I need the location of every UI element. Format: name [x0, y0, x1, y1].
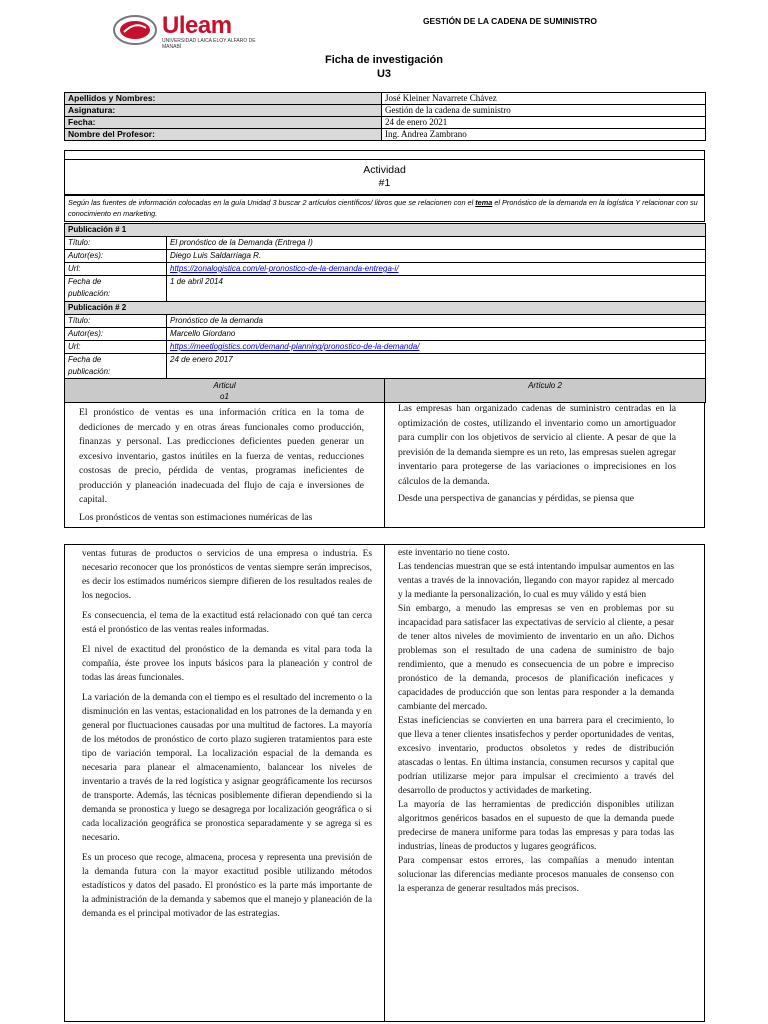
paragraph: El nivel de exactitud del pronóstico de la demanda es vital para toda la compañía, éste provee los inputs básicos para la planeación y control de todas las áreas funcionales. [82, 645, 372, 683]
date-label [65, 276, 167, 302]
url-label: Url: [65, 341, 167, 354]
articles-header [64, 378, 706, 403]
article-1-heading-line: Articul [213, 381, 236, 390]
document-title: Ficha de investigación [325, 54, 443, 66]
university-logo [112, 10, 272, 50]
publication-author: Marcello Giordano [167, 328, 706, 341]
publication-url-link[interactable]: https://zonalogistica.com/el-pronostico-de-la-demanda-entrega-i/ [170, 264, 399, 273]
article-2-heading: Artículo 2 [385, 379, 706, 403]
instruction-text: Según las fuentes de información colocadas en la guía Unidad 3 buscar 2 artículos científicos/ libros que se relacionen con el [68, 198, 476, 207]
paragraph: este inventario no tiene costo. [398, 548, 510, 558]
paragraph: Los pronósticos de ventas son estimaciones numéricas de las [79, 511, 313, 523]
date-label-line: publicación: [68, 367, 111, 376]
title-label: Título: [65, 237, 167, 250]
paragraph: Para compensar estos errores, las compañías a menudo intentan solucionar las diferencias mediante procesos manuales de consenso con la esperanza de generar resultados más precisos. [398, 856, 674, 894]
activity-number: #1 [378, 177, 391, 189]
publication-author: Diego Luis Saldarriaga R. [167, 250, 706, 263]
paragraph: Las tendencias muestran que se está intentando impulsar aumentos en las ventas a través de la innovación, llegando con mayor rapidez al mercado y la mediante la personalización, lo cual es muy válido y está bien [398, 562, 674, 600]
info-label: Apellidos y Nombres: [65, 93, 382, 105]
info-row [65, 117, 706, 129]
article-2-text-page-2 [398, 546, 674, 1016]
paragraph: La variación de la demanda con el tiempo es el resultado del incremento o la disminución en las ventas, estacionalidad en los patrones de la demanda y en general por fluctuaciones causadas por una multitud de factores. La mayoría de los métodos de pronóstico de corto plazo sugieren tratamientos para este tipo de variación temporal. La localización espacial de la demanda es necesaria para planear el almacenamiento, balancear los niveles de inventario a través de la red logística y asignar geográficamente los recursos de transporte. Además, las técnicas posiblemente difieran dependiendo si la demanda se pronostica y luego se desagrega por localización geográfica o si cada localización geográfica se pronostica separadamente y se agrega si es necesario. [82, 693, 372, 843]
paragraph: Sin embargo, a menudo las empresas se ven en problemas por su incapacidad para satisfacer las expectativas de servicio al cliente, a pesar de tener altos niveles de movimiento de inventario en un año. Dichos problemas son el resultado de una cadena de suministro de bajo rendimiento, que a menudo es consecuencia de un pobre e impreciso pronóstico de la demanda, procesos de planificación ineficaces y capacidades de producción que son lentas para responder a la demanda cambiante del mercado. [398, 604, 674, 712]
paragraph: Es consecuencia, el tema de la exactitud está relacionado con qué tan cerca está el pronóstico de las ventas reales informadas. [82, 611, 372, 635]
paragraph: ventas futuras de productos o servicios de una empresa o industria. Es necesario reconocer que los pronósticos de ventas siempre serán imprecisos, es decir los estimados numéricos siempre difieren de los resultados reales de los negocios. [82, 549, 372, 601]
info-value: José Kleiner Navarrete Chávez [382, 93, 706, 105]
table-spacer [64, 150, 705, 159]
publication-heading: Publicación # 1 [65, 224, 706, 237]
publication-date: 24 de enero 2017 [167, 354, 706, 380]
publication-heading: Publicación # 2 [65, 302, 706, 315]
activity-header [64, 159, 705, 195]
publication-1-table [64, 223, 706, 302]
document-unit: U3 [376, 68, 392, 80]
paragraph: Las empresas han organizado cadenas de suministro centradas en la optimización de costes, utilizando el inventario como un amortiguador para cumplir con los objetivos de servicio al cliente. A pesar de que la previsión de la demanda siempre es un reto, las empresas suelen agregar inventario para protegerse de las variaciones o imprecisiones en los cálculos de la demanda. [398, 403, 676, 487]
paragraph: El pronóstico de ventas es una información crítica en la toma de dediciones de mercado y en otras áreas funcionales como producción, finanzas y personal. Las predicciones deficientes pueden generar un excesivo inventario, gastos inútiles en la fuerza de ventas, reducciones costosas de precio, pérdida de ventas, programas ineficientes de producción y planeación inadecuada del flujo de caja e inversiones de capital. [79, 407, 364, 505]
instruction-text: el Pronóstico de la demanda en la logística Y relacionar con su conocimiento en marketing. [68, 198, 698, 218]
article-1-heading [65, 379, 385, 403]
article-2-text-page-1 [398, 402, 676, 526]
title-label: Título: [65, 315, 167, 328]
info-label: Nombre del Profesor: [65, 129, 382, 141]
column-divider [384, 402, 385, 528]
article-1-heading-line: o1 [220, 392, 229, 401]
activity-instruction [64, 195, 705, 222]
paragraph: Desde una perspectiva de ganancias y pérdidas, se piensa que [398, 493, 635, 504]
date-label-line: Fecha de [68, 355, 102, 364]
publication-title: Pronóstico de la demanda [167, 315, 706, 328]
info-label: Fecha: [65, 117, 382, 129]
author-label: Autor(es): [65, 328, 167, 341]
info-value: Ing. Andrea Zambrano [382, 129, 706, 141]
info-label: Asignatura: [65, 105, 382, 117]
logo-name: Uleam [162, 12, 232, 39]
info-value: Gestión de la cadena de suministro [382, 105, 706, 117]
instruction-keyword: tema [475, 198, 493, 207]
paragraph: Estas ineficiencias se convierten en una barrera para el crecimiento, lo que lleva a tener clientes insatisfechos y perder oportunidades de ventas, excesivo inventario, productos obsoletos y redes de distribución atascadas o lentas. En última instancia, consumen recursos y capital que podrían utilizarse mejor para impulsar el crecimiento a través del desarrollo de productos y actividades de marketing. [398, 716, 674, 796]
date-label-line: Fecha de [68, 277, 102, 286]
info-row [65, 93, 706, 105]
uleam-emblem-icon [112, 13, 158, 47]
date-label-line: publicación: [68, 289, 111, 298]
publication-title: El pronóstico de la Demanda (Entrega I) [167, 237, 706, 250]
author-label: Autor(es): [65, 250, 167, 263]
info-row [65, 129, 706, 141]
url-label: Url: [65, 263, 167, 276]
article-1-text-page-2 [82, 547, 372, 1017]
publication-url-link[interactable]: https://meetlogistics.com/demand-planning/pronostico-de-la-demanda/ [170, 342, 420, 351]
course-title: GESTIÓN DE LA CADENA DE SUMINISTRO [422, 16, 598, 26]
paragraph: Es un proceso que recoge, almacena, procesa y representa una previsión de la demanda futura con la mayor exactitud posible utilizando métodos estadísticos y datos del pasado. El pronóstico es la parte más importante de la administración de la demanda y sabemos que el manejo y planeación de la demanda es el principal motivador de las estrategias. [82, 853, 372, 919]
publication-2-table [64, 301, 706, 380]
logo-subtitle: UNIVERSIDAD LAICA ELOY ALFARO DE MANABÍ [162, 38, 256, 50]
info-row [65, 105, 706, 117]
article-1-text-page-1 [79, 406, 364, 526]
date-label [65, 354, 167, 380]
info-value: 24 de enero 2021 [382, 117, 706, 129]
student-info-table [64, 92, 706, 141]
activity-title: Actividad [363, 164, 406, 176]
publication-date: 1 de abril 2014 [167, 276, 706, 302]
paragraph: La mayoría de las herramientas de predicción disponibles utilizan algoritmos genéricos basados en el supuesto de que la demanda puede predecirse de manera uniforme para todas las empresas y para todas las industrias, líneas de productos y lugares geográficos. [398, 800, 674, 852]
column-divider [384, 544, 385, 1022]
